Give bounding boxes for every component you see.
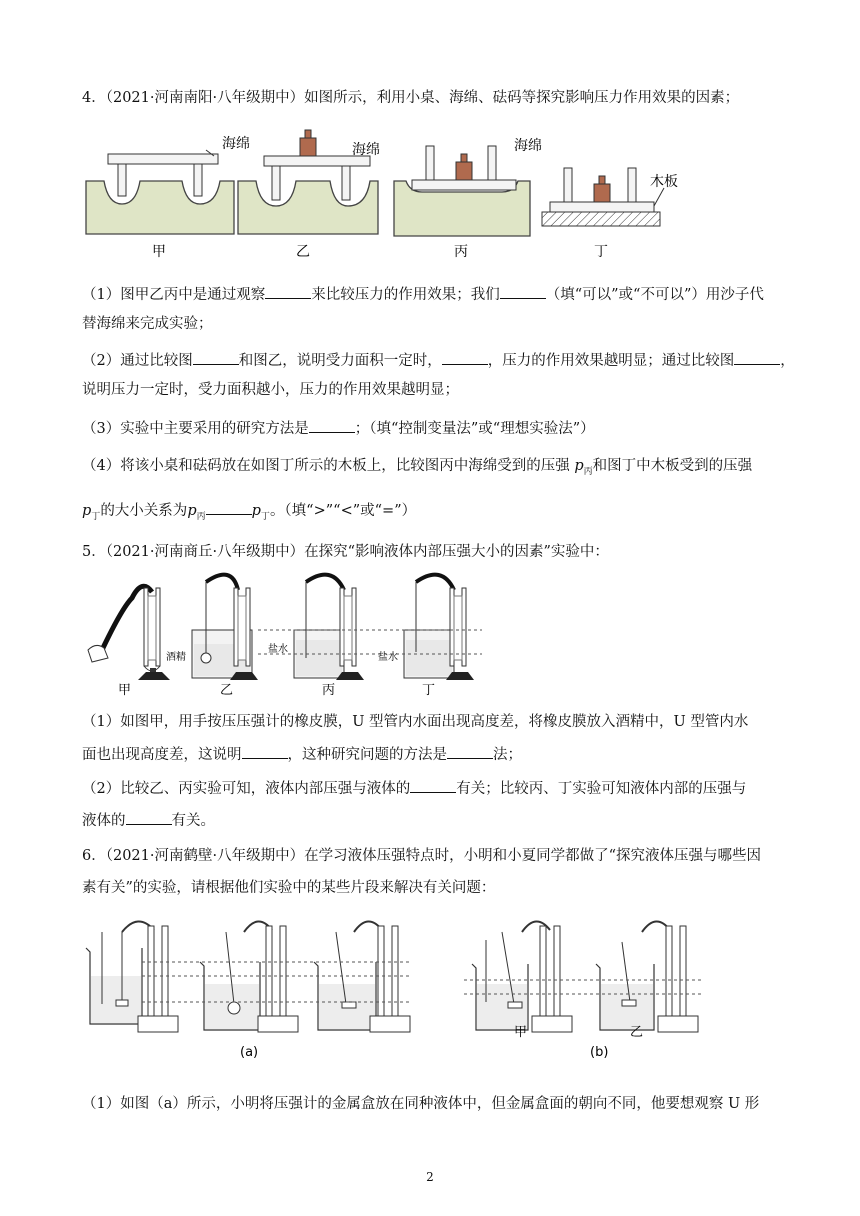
q4-label-sponge-1: 海绵 bbox=[222, 136, 250, 152]
q4-label-ding: 丁 bbox=[594, 244, 608, 260]
q5-label-bing: 丙 bbox=[322, 683, 336, 698]
q4-fig-ding bbox=[542, 168, 664, 226]
q6-label-yi: 乙 bbox=[630, 1025, 644, 1040]
q4-label-jia: 甲 bbox=[152, 244, 166, 260]
q4-fig-jia bbox=[86, 150, 234, 234]
q5-fig-yi bbox=[192, 575, 258, 680]
q4-fig-bing bbox=[394, 146, 530, 236]
q6-fig-a bbox=[86, 921, 412, 1032]
q6-title-line2: 素有关”的实验，请根据他们实验中的某些片段来解决有关问题： bbox=[82, 880, 496, 896]
q5-label-brine-1: 盐水 bbox=[268, 644, 288, 655]
q5-fig-ding bbox=[404, 575, 474, 680]
q6-label-b: (b) bbox=[590, 1045, 609, 1060]
q5-fig-jia bbox=[88, 586, 170, 680]
q6-p1: （1）如图（a）所示，小明将压强计的金属盒放在同种液体中，但金属盒面的朝向不同，他要想观察 U 形 bbox=[82, 1096, 760, 1112]
q4-label-bing: 丙 bbox=[454, 244, 468, 260]
q4-figure bbox=[82, 126, 682, 266]
q4-title: 4．（2021·河南南阳·八年级期中）如图所示，利用小桌、海绵、砝码等探究影响压力作用效果的因素； bbox=[82, 90, 740, 106]
q5-fig-bing bbox=[294, 575, 364, 680]
q6-figure bbox=[82, 912, 802, 1062]
q6-label-jia: 甲 bbox=[514, 1025, 528, 1040]
q4-p4-line1: （4）将该小桌和砝码放在如图丁所示的木板上，比较图丙中海绵受到的压强 $p_丙$和图丁中木板受到的压强 bbox=[82, 458, 753, 477]
q4-p1-line1: （1）图甲乙丙中是通过观察 来比较压力的作用效果；我们 （填“可以”或“不可以”）用沙子代 bbox=[82, 284, 764, 305]
q4-label-yi: 乙 bbox=[296, 244, 310, 260]
q5-label-yi: 乙 bbox=[220, 683, 234, 698]
q5-p1-line2: 面也出现高度差，这说明 ，这种研究问题的方法是 法； bbox=[82, 744, 522, 765]
page-number: 2 bbox=[426, 1170, 434, 1184]
q5-label-ding: 丁 bbox=[422, 683, 436, 698]
q6-fig-b bbox=[464, 921, 702, 1032]
q4-p4-line2: $p_丁$的大小关系为$p_丙$ $p_丁$。（填“>”“<”或“=”） bbox=[82, 500, 416, 527]
q4-p3: （3）实验中主要采用的研究方法是 ；（填“控制变量法”或“理想实验法”） bbox=[82, 418, 595, 439]
q6-label-a: (a) bbox=[240, 1045, 259, 1060]
q5-p1-line1: （1）如图甲，用手按压压强计的橡皮膜，U 型管内水面出现高度差，将橡皮膜放入酒精中，U 型管内水 bbox=[82, 714, 749, 730]
q6-title-line1: 6．（2021·河南鹤壁·八年级期中）在学习液体压强特点时，小明和小夏同学都做了“探究液体压强与哪些因 bbox=[82, 848, 762, 864]
q5-figure bbox=[82, 568, 502, 702]
q5-label-brine-2: 盐水 bbox=[378, 652, 398, 663]
q5-label-alcohol: 酒精 bbox=[166, 652, 186, 663]
q4-p1-line2: 替海绵来完成实验； bbox=[82, 316, 213, 332]
q5-label-jia: 甲 bbox=[118, 683, 132, 698]
q4-p2-line2: 说明压力一定时，受力面积越小，压力的作用效果越明显； bbox=[82, 382, 459, 398]
q4-p2-line1: （2）通过比较图 和图乙，说明受力面积一定时， ，压力的作用效果越明显；通过比较图 ， bbox=[82, 350, 795, 371]
q5-p2-line2: 液体的 有关。 bbox=[82, 810, 215, 831]
q4-label-board: 木板 bbox=[650, 174, 678, 190]
q5-p2-line1: （2）比较乙、丙实验可知，液体内部压强与液体的 有关；比较丙、丁实验可知液体内部的压强与 bbox=[82, 778, 746, 799]
q4-label-sponge-2: 海绵 bbox=[352, 142, 380, 158]
q5-title: 5．（2021·河南商丘·八年级期中）在探究“影响液体内部压强大小的因素”实验中： bbox=[82, 544, 609, 560]
q4-label-sponge-3: 海绵 bbox=[514, 138, 542, 154]
